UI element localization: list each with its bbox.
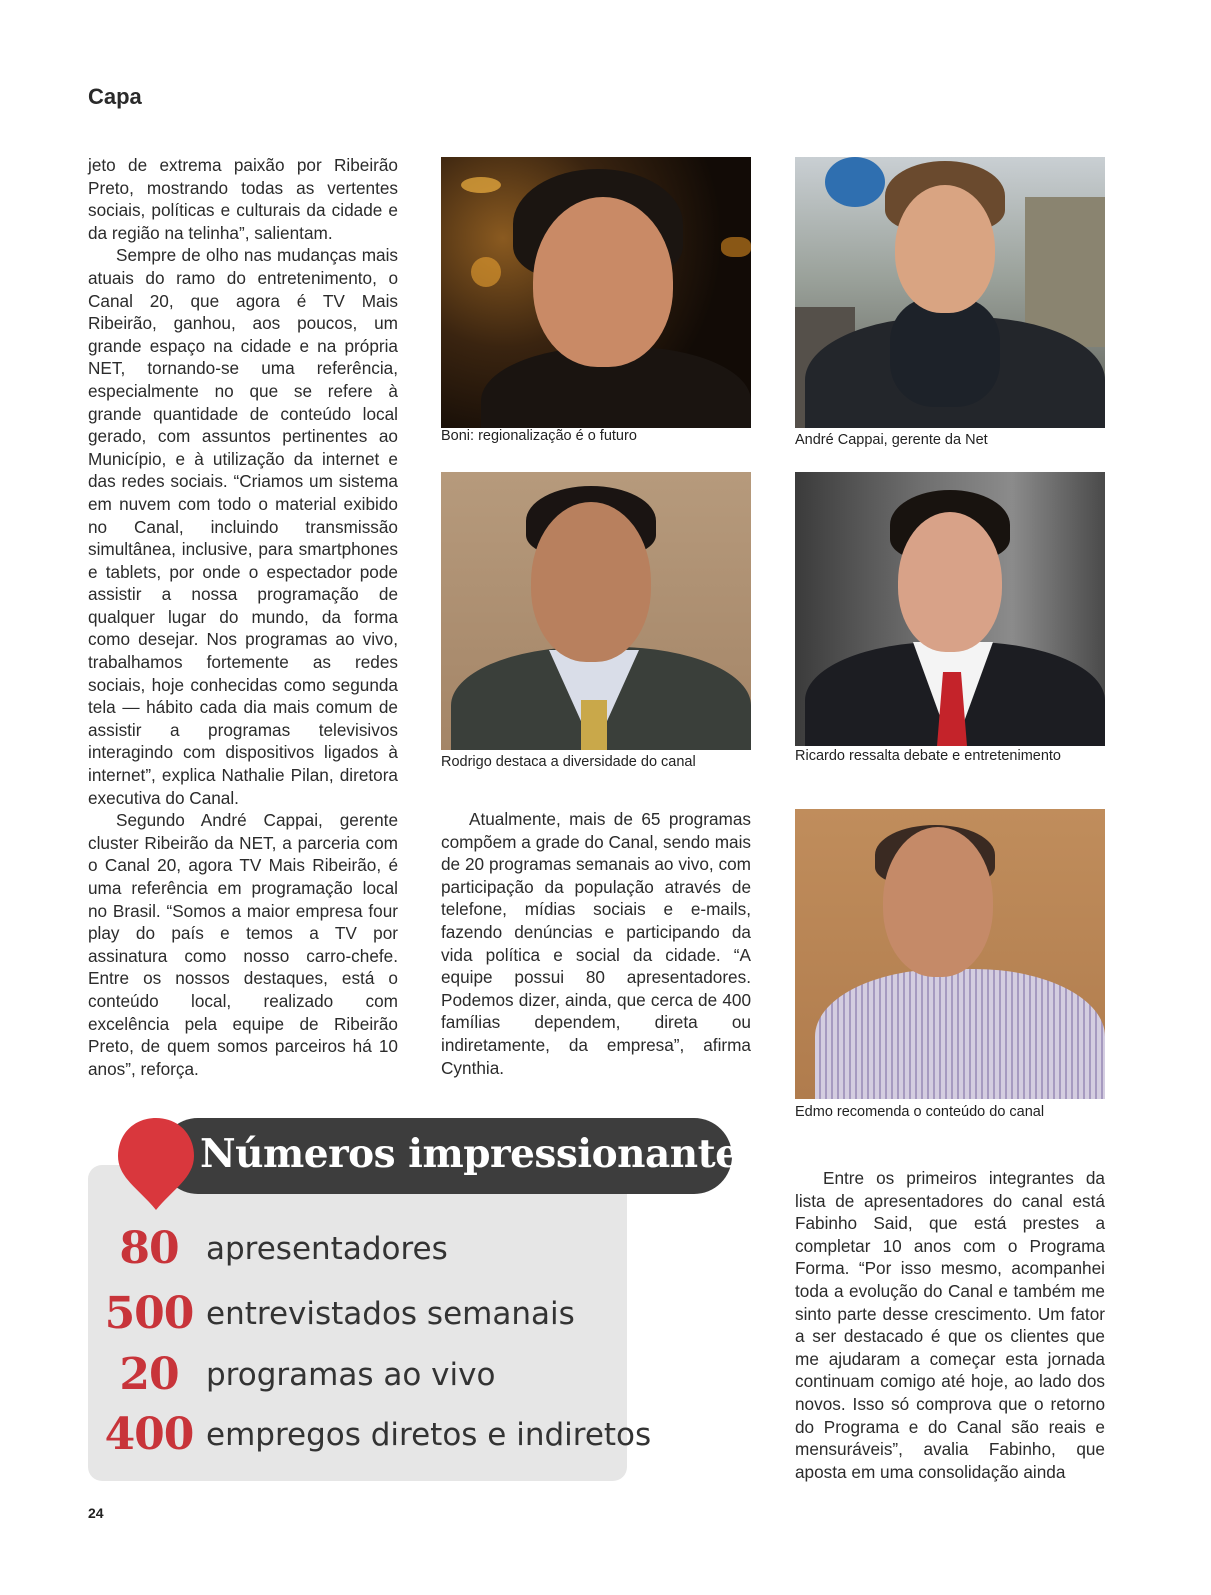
paragraph: Atualmente, mais de 65 programas compõem a grade do Canal, sendo mais de 20 programas semanais ao vivo, com participação da população através de telefone, mídias sociais e e-mails, fazendo denúncias e participando da vida política e social da cidade. “A equipe possui 80 apresentadores. Podemos dizer, ainda, que cerca de 400 famílias dependem, direta ou indiretamente, da empresa”, afirma Cynthia. [441, 809, 751, 1078]
photo-boni [441, 157, 751, 428]
stat-row [100, 1405, 652, 1465]
page-number: 24 [88, 1505, 104, 1521]
paragraph: Entre os primeiros integrantes da lista de apresentadores do canal está Fabinho Said, que está prestes a completar 10 anos com o Programa Forma. “Por isso mesmo, acompanhei toda a evolução do Canal e também me sinto parte desse crescimento. Um fator a ser destacado é que os clientes que me ajudaram a começar esta jornada continuam comigo até hoje, ao lado dos novos. Isso só comprova que o retorno do Programa e do Canal são reais e mensuráveis”, avalia Fabinho, que aposta em uma consolidação ainda [795, 1168, 1105, 1482]
stat-row [100, 1345, 620, 1405]
photo-ricardo [795, 472, 1105, 746]
stats-title: Números impressionantes [200, 1131, 761, 1177]
caption-ricardo: Ricardo ressalta debate e entretenimento [795, 748, 1061, 764]
stat-label: empregos diretos e indiretos [206, 1417, 652, 1453]
photo-rodrigo [441, 472, 751, 750]
caption-edmo: Edmo recomenda o conteúdo do canal [795, 1104, 1045, 1120]
stat-label: entrevistados semanais [206, 1296, 575, 1332]
paragraph: Sempre de olho nas mudanças mais atuais do ramo do entretenimento, o Canal 20, que agora é TV Mais Ribeirão, ganhou, aos poucos, um grande espaço na cidade e na própria NET, tornando-se uma referência, especialmente no que se refere à grande quantidade de conteúdo local gerado, com assuntos pertinentes ao Município, e à utilização da internet e das redes sociais. “Criamos um sistema em nuvem com todo o material exibido no Canal, incluindo transmissão simultânea, inclusive, para smartphones e tablets, por onde o espectador pode assistir a nossa programação de qualquer lugar do mundo, da forma como desejar. Nos programas ao vivo, trabalhamos fortemente as redes sociais, hoje conhecidas como segunda tela — hábito cada dia mais comum de assistir a programas televisivos interagindo com dispositivos ligados à internet”, explica Nathalie Pilan, diretora executiva do Canal. [88, 245, 398, 808]
caption-boni: Boni: regionalização é o futuro [441, 428, 637, 444]
stat-number: 80 [119, 1223, 179, 1274]
stat-row [100, 1219, 620, 1279]
stat-row [100, 1284, 620, 1344]
section-label: Capa [88, 84, 142, 109]
caption-andre: André Cappai, gerente da Net [795, 432, 988, 448]
location-pin-icon [116, 1116, 196, 1212]
article-column-2 [441, 808, 751, 1079]
stat-number: 20 [119, 1349, 179, 1400]
article-column-3 [795, 1167, 1105, 1483]
article-column-1 [88, 154, 398, 1080]
caption-rodrigo: Rodrigo destaca a diversidade do canal [441, 754, 696, 770]
photo-andre [795, 157, 1105, 428]
paragraph: Segundo André Cappai, gerente cluster Ribeirão da NET, a parceria com o Canal 20, agora TV Mais Ribeirão, é uma referência em programação local no Brasil. “Somos a maior empresa four play do país e temos a TV por assinatura como nosso carro-chefe. Entre os nossos destaques, está o conteúdo local, realizado com excelência pela equipe de Ribeirão Preto, de quem somos parceiros há 10 anos”, reforça. [88, 810, 398, 1079]
photo-edmo [795, 809, 1105, 1099]
paragraph: jeto de extrema paixão por Ribeirão Preto, mostrando todas as vertentes sociais, políticas e culturais da cidade e da região na telinha”, salientam. [88, 155, 398, 243]
stat-label: apresentadores [206, 1231, 448, 1267]
stat-label: programas ao vivo [206, 1357, 496, 1393]
stat-number: 400 [104, 1409, 194, 1460]
stat-number: 500 [104, 1288, 194, 1339]
